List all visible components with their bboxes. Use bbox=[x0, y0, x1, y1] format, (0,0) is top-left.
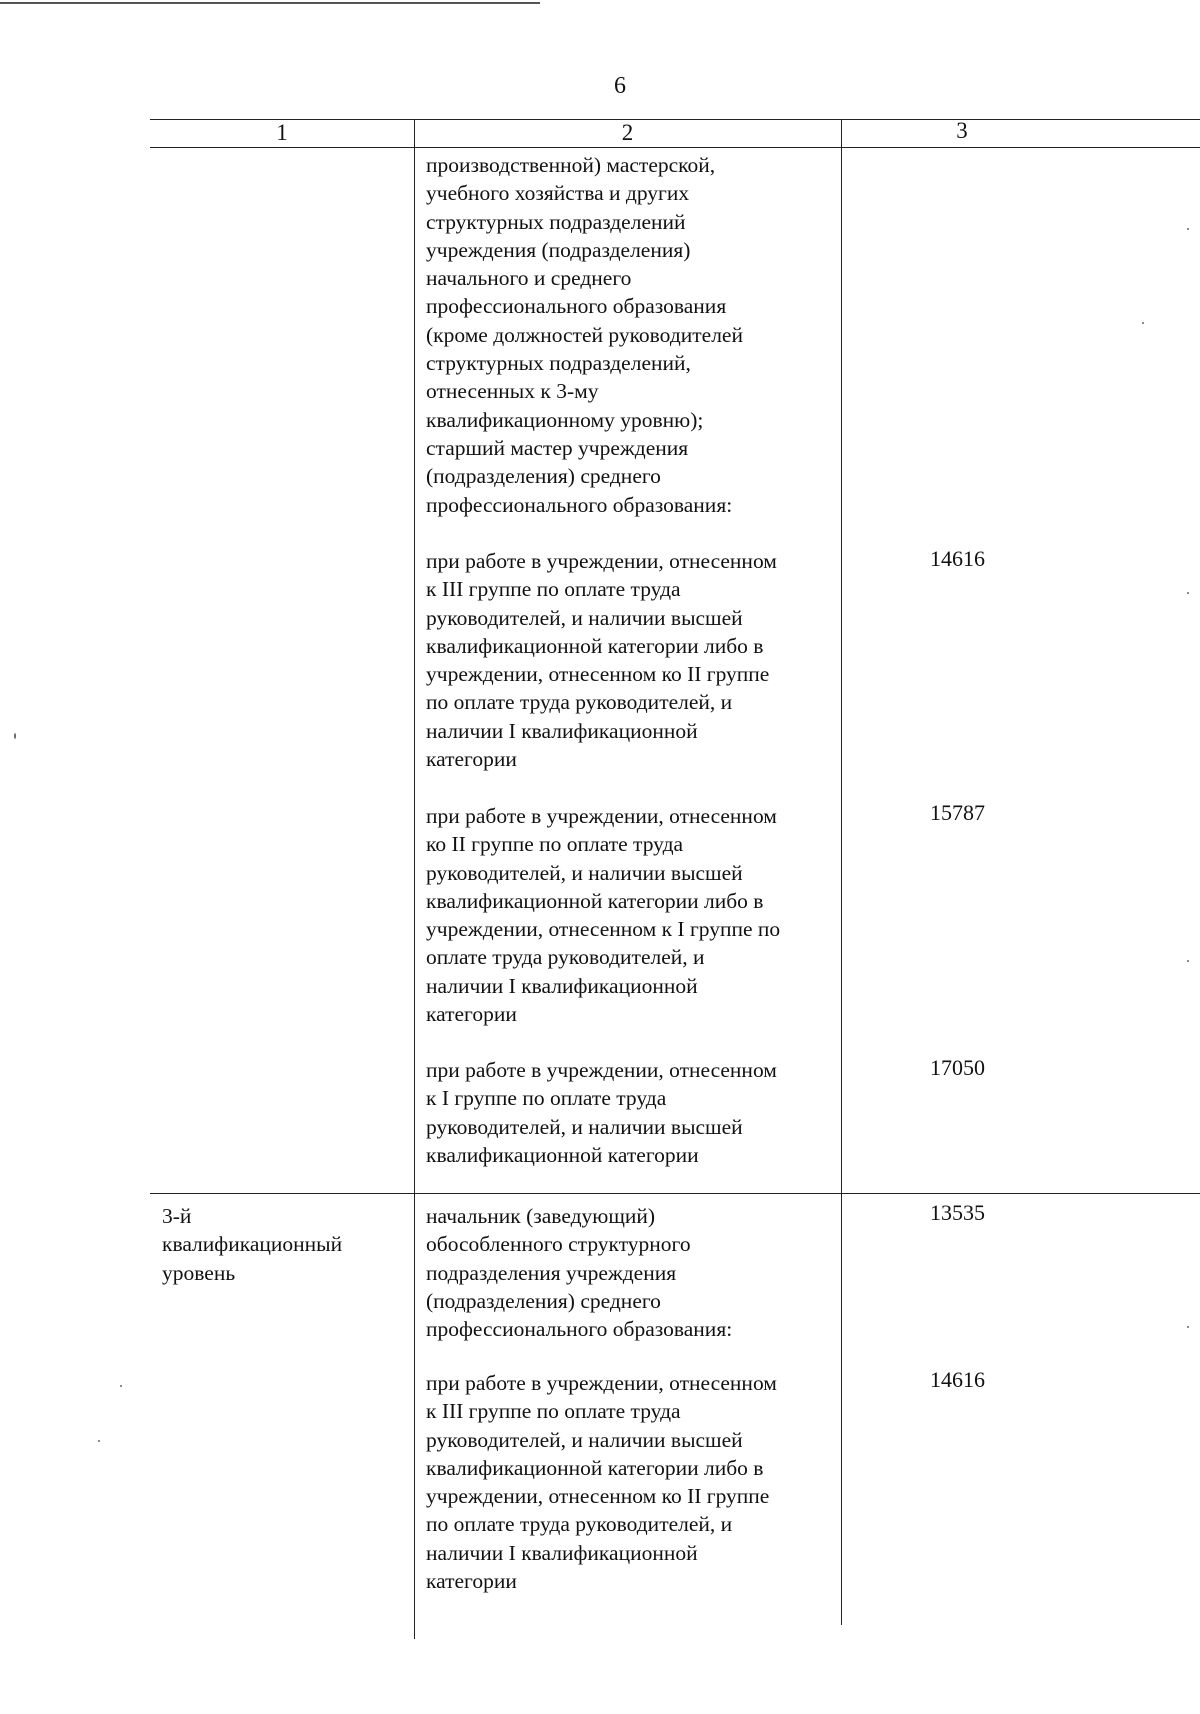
table-column-divider-2 bbox=[841, 119, 842, 1625]
table-header-rule bbox=[150, 147, 1200, 148]
salary-value: 14616 bbox=[930, 546, 985, 571]
scan-speck bbox=[1187, 592, 1189, 594]
salary-value: 14616 bbox=[930, 1367, 985, 1392]
column-header-3: 3 bbox=[956, 118, 968, 143]
position-description-continued: производственной) мастерской, учебного хозяйства и других структурных подразделений учреждения (подразделения) начального и среднего профессионального образования (кроме должностей руководителей структурных подразделений, отнесенных к 3-му квалификационному уровню); старший мастер учреждения (подразделения) среднего профессионального образования: bbox=[426, 153, 743, 517]
qualification-level-label: 3-й квалификационный уровень bbox=[162, 1204, 343, 1285]
condition-text: при работе в учреждении, отнесенном к III группе по оплате труда руководителей, и наличии высшей квалификационной категории либо в учреждении, отнесенном ко II группе по оплате труда руководителей, и наличии I квалификационной категории bbox=[426, 549, 777, 772]
condition-text: при работе в учреждении, отнесенном ко II группе по оплате труда руководителей, и наличии высшей квалификационной категории либо в учреждении, отнесенном к I группе по оплате труда руководителей, и наличии I квалификационной категории bbox=[426, 804, 781, 1027]
salary-value: 13535 bbox=[930, 1200, 985, 1225]
table-column-divider-1 bbox=[414, 119, 415, 1639]
scan-speck bbox=[120, 1385, 122, 1387]
scan-speck bbox=[1187, 960, 1189, 962]
page-number: 6 bbox=[614, 73, 626, 99]
condition-text: при работе в учреждении, отнесенном к III группе по оплате труда руководителей, и наличии высшей квалификационной категории либо в учреждении, отнесенном ко II группе по оплате труда руководителей, и наличии I квалификационной категории bbox=[426, 1371, 777, 1594]
column-header-1: 1 bbox=[276, 120, 288, 145]
table-row-divider bbox=[150, 1193, 1200, 1194]
scan-edge-artifact bbox=[0, 2, 540, 4]
salary-value: 17050 bbox=[930, 1055, 985, 1080]
scan-speck bbox=[1187, 228, 1189, 230]
salary-value: 15787 bbox=[930, 800, 985, 825]
position-description: начальник (заведующий) обособленного структурного подразделения учреждения (подразделения) среднего профессионального образования: bbox=[426, 1204, 733, 1342]
column-header-2: 2 bbox=[621, 120, 634, 145]
scan-speck bbox=[1142, 322, 1144, 324]
condition-text: при работе в учреждении, отнесенном к I группе по оплате труда руководителей, и наличии высшей квалификационной категории bbox=[426, 1058, 777, 1167]
scan-speck bbox=[1187, 1326, 1189, 1328]
scan-speck bbox=[98, 1440, 100, 1442]
scan-speck bbox=[14, 733, 16, 739]
